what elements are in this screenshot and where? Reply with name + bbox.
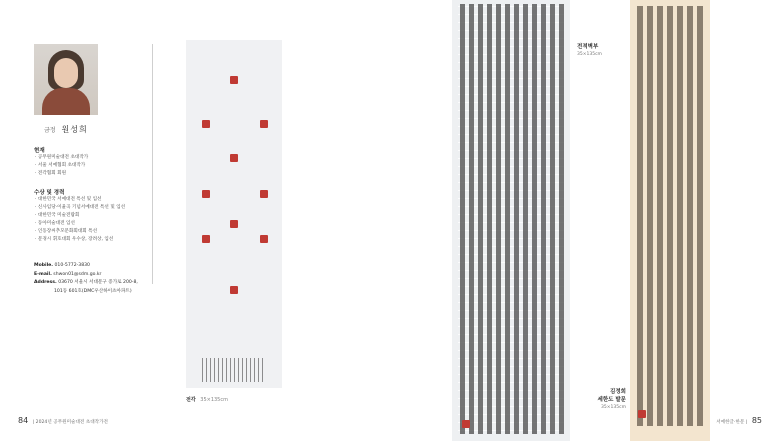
artwork2-title: 전적벽부 bbox=[577, 44, 599, 50]
address-line1: 03670 서울시 서대문구 증가로 200-8, bbox=[58, 280, 138, 285]
artwork1-caption bbox=[186, 396, 228, 403]
artist-pen-name: 금정 bbox=[44, 127, 56, 134]
seal-stamp bbox=[230, 154, 238, 162]
seal-stamp bbox=[230, 76, 238, 84]
artwork3-title-line2: 세한도 발문 bbox=[597, 397, 626, 403]
footer-left bbox=[18, 416, 108, 425]
footer-right-text: 서예한글·한문 | bbox=[716, 420, 748, 425]
mobile-label: Mobile. bbox=[34, 263, 54, 268]
seal-stamp bbox=[202, 235, 210, 243]
artwork3-size: 35×135cm bbox=[601, 405, 626, 410]
seal-stamp bbox=[260, 190, 268, 198]
list-item: · 전각협회 회원 bbox=[35, 171, 67, 176]
current-list bbox=[35, 154, 88, 178]
photo-face bbox=[54, 58, 78, 88]
address-label: Address. bbox=[34, 280, 57, 285]
artwork-calligraphy-beige bbox=[630, 0, 710, 441]
awards-list bbox=[35, 196, 125, 244]
artwork-seal-scroll bbox=[186, 40, 282, 388]
list-item: · 서울 서예협회 초대작가 bbox=[35, 163, 86, 168]
list-item: · 대한민국 미술전람회 bbox=[35, 213, 80, 218]
footer-left-text: | 2024년 공무원미술대전 초대작가전 bbox=[32, 420, 108, 425]
seal-stamp bbox=[260, 120, 268, 128]
email-label: E-mail. bbox=[34, 271, 52, 277]
contact-mobile bbox=[34, 262, 138, 271]
artwork1-size: 35×135cm bbox=[200, 397, 228, 403]
calligraphy-columns bbox=[635, 6, 705, 426]
seal-stamp bbox=[638, 410, 646, 418]
seal-stamp bbox=[260, 235, 268, 243]
mobile-value: 010-5772-3830 bbox=[54, 263, 90, 268]
artwork1-title: 전각 bbox=[186, 397, 196, 403]
list-item: · 인동장씨추모문화회대회 특선 bbox=[35, 229, 98, 234]
seal-stamp bbox=[462, 420, 470, 428]
page-number-left: 84 bbox=[18, 416, 29, 425]
contact-address bbox=[34, 279, 138, 288]
contact-block bbox=[34, 262, 138, 296]
artist-photo bbox=[34, 44, 98, 115]
artwork3-title bbox=[584, 388, 626, 404]
small-script-inscription bbox=[202, 358, 266, 382]
seal-stamp bbox=[230, 286, 238, 294]
artist-name: 원성희 bbox=[61, 125, 88, 134]
artwork3-title-line1: 김정희 bbox=[610, 389, 626, 395]
contact-email bbox=[34, 271, 138, 280]
calligraphy-columns bbox=[458, 4, 564, 434]
list-item: · 동아미술대전 입선 bbox=[35, 221, 75, 226]
seal-stamp bbox=[202, 120, 210, 128]
footer-right bbox=[716, 416, 762, 425]
list-item: · 신사임당·이율곡 기념서예대전 특선 및 입선 bbox=[35, 205, 126, 210]
list-item: · 대한민국 서예대전 특선 및 입선 bbox=[35, 197, 102, 202]
artwork-calligraphy-gray bbox=[452, 0, 570, 441]
awards-heading: 수상 및 경력 bbox=[34, 190, 65, 196]
list-item: · 공무원미술대전 초대작가 bbox=[35, 155, 89, 160]
contact-address-2 bbox=[34, 288, 138, 297]
address-line2: 101동 601호(DMC우산하이츠아파트) bbox=[54, 288, 132, 294]
artwork2-size: 35×135cm bbox=[577, 52, 602, 57]
list-item: · 문경시 휘호대회 우수상, 장려상, 입선 bbox=[35, 237, 114, 242]
photo-body bbox=[42, 88, 90, 115]
seal-stamp bbox=[202, 190, 210, 198]
artist-name-line bbox=[44, 124, 88, 135]
current-heading: 현재 bbox=[34, 148, 45, 154]
email-value: shwon01@sdm.go.kr bbox=[53, 271, 102, 277]
page-number-right: 85 bbox=[751, 416, 762, 425]
seal-stamp bbox=[230, 220, 238, 228]
page-divider bbox=[152, 44, 153, 284]
